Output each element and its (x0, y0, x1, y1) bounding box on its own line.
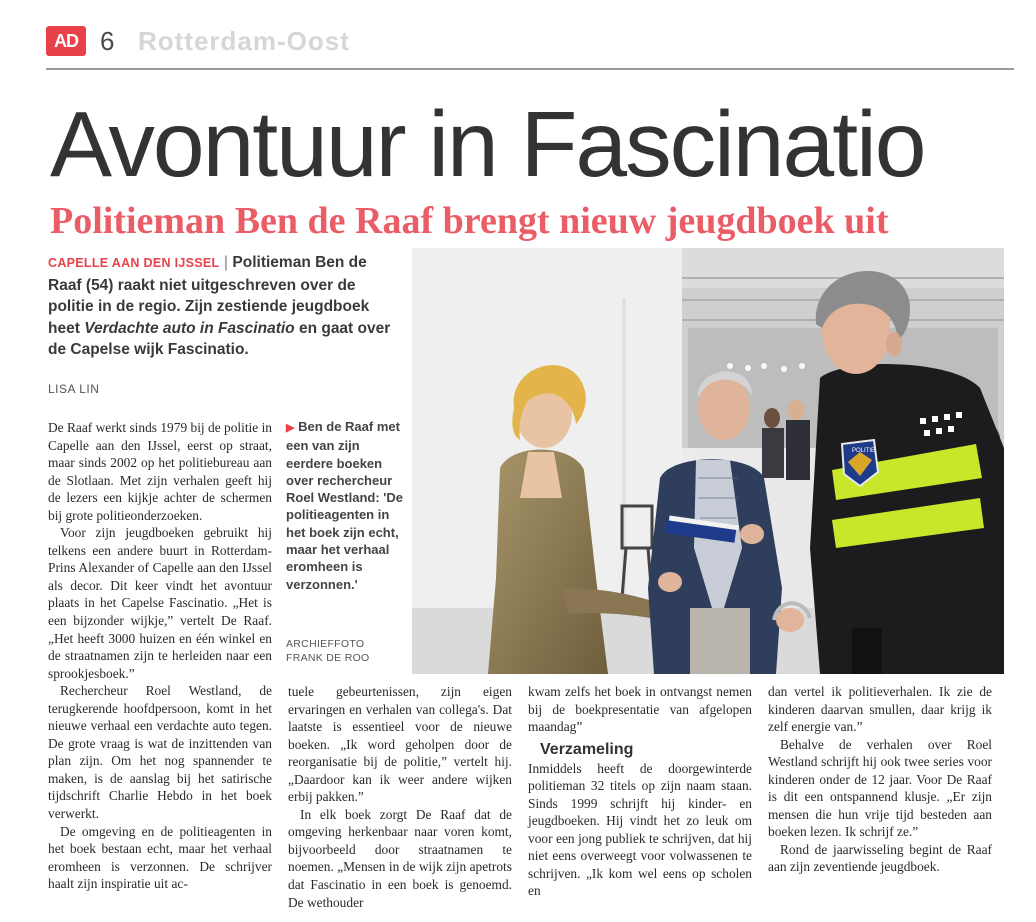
author-byline: LISA LIN (48, 382, 100, 396)
body-paragraph: Inmiddels heeft de doorgewinterde politieman 32 titels op zijn naam staan. Sinds 1999 schrijft hij kinder- en jeugdboeken. Hij vindt het zo leuk om voor een jong publiek te schrijven, dat hij niet eens overweegt voor volwassenen te schrijven. „Ik kom wel eens op scholen en (528, 760, 752, 899)
article-column-4 (768, 683, 992, 876)
subhead-verzameling: Verzameling (540, 740, 634, 758)
photo-caption (286, 418, 404, 593)
body-paragraph: Voor zijn jeugdboeken gebruikt hij telkens een andere buurt in Rotterdam-Prins Alexander of Capelle aan den IJssel als decor. Dit keer vindt het avontuur plaats in het Capelse Fascinatio. „Het is een bijzonder wijkje,” vertelt De Raaf. „Het heeft 3000 huizen en één winkel en de straatnamen zijn te herleiden naar een sprookjesboek.” (48, 525, 272, 681)
intro-text-after: en gaat over de Capelse wijk Fascinatio. (48, 319, 391, 358)
body-paragraph: Rond de jaarwisseling begint de Raaf aan zijn zeventiende jeugdboek. (768, 841, 992, 875)
police-badge-text: POLITIE (852, 448, 876, 454)
body-paragraph: Rechercheur Roel Westland, de terugkerende hoofdpersoon, komt in het nieuwe verhaal een verdachte auto tegen. De grote vraag is wat de inzittenden van plan zijn. Om het nog spannender te maken, is de aanslag bij het satirische tijdschrift Charlie Hebdo in het boek verwerkt. (48, 683, 272, 822)
photo-credit (286, 637, 404, 665)
intro-paragraph (48, 252, 398, 361)
section-name: Rotterdam-Oost (138, 26, 350, 56)
body-paragraph: tuele gebeurtenissen, zijn eigen ervaringen en verhalen van collega's. Dat laatste is essentieel voor de nieuwe boeken. „Ik word geholpen door de reorganisatie bij de politie,” vertelt hij. „Daardoor kan ik weer andere wijken erbij pakken.” (288, 684, 512, 805)
credit-line-2: FRANK DE ROO (286, 652, 370, 664)
masthead (46, 22, 1016, 66)
body-paragraph: De Raaf werkt sinds 1979 bij de politie in Capelle aan den IJssel, eerst op straat, maar sinds 2002 op het politiebureau aan de Slotlaan. Met zijn verhalen geeft hij de lezers een kijkje achter de schermen bij grote politieonderzoeken. (48, 420, 272, 523)
headline: Avontuur in Fascinatio (50, 92, 925, 196)
page-number: 6 (100, 26, 115, 56)
intro-text-before: Politieman Ben de Raaf (54) raakt niet uitgeschreven over de politie in de regio. Zijn zestiende jeugdboek heet (48, 254, 370, 337)
dateline: CAPELLE AAN DEN IJSSEL (48, 256, 220, 270)
article-photo (412, 248, 1004, 674)
body-paragraph: In elk boek zorgt De Raaf dat de omgeving herkenbaar naar voren komt, bijvoorbeeld door straatnamen te noemen. „Mensen in de wijk zijn apetrots dat Fascinatio in een boek is genoemd. De wethouder (288, 806, 512, 910)
masthead-rule (46, 68, 1014, 70)
article-column-3 (528, 683, 752, 900)
body-paragraph: kwam zelfs het boek in ontvangst nemen bij de boekpresentatie van afgelopen maandag” (528, 684, 752, 735)
body-paragraph: dan vertel ik politieverhalen. Ik zie de kinderen daarvan smullen, daar krijg ik zelf energie van.” (768, 684, 992, 735)
subheadline: Politieman Ben de Raaf brengt nieuw jeugdboek uit (50, 200, 889, 242)
article-column-1 (48, 419, 272, 893)
ad-logo: AD (46, 26, 86, 56)
book-title: Verdachte auto in Fascinatio (84, 319, 295, 337)
dateline-separator: | (223, 254, 229, 271)
body-paragraph: De omgeving en de politieagenten in het boek bestaan echt, maar het verhaal eromheen is verzonnen. De schrijver haalt zijn inspiratie uit ac- (48, 823, 272, 892)
caption-marker-icon: ▶ (286, 422, 295, 434)
body-paragraph: Behalve de verhalen over Roel Westland schrijft hij ook twee series voor kinderen onder de 12 jaar. Voor De Raaf is dit een ontspannend klusje. „Er zijn mensen die hun vrije tijd besteden aan boeken lezen. Ik schrijf ze.” (768, 736, 992, 840)
article-column-2 (288, 683, 512, 911)
credit-line-1: ARCHIEFFOTO (286, 638, 365, 650)
caption-text: Ben de Raaf met een van zijn eerdere boeken over rechercheur Roel Westland: 'De politieagenten in het boek zijn echt, maar het verhaal eromheen is verzonnen.' (286, 419, 403, 592)
